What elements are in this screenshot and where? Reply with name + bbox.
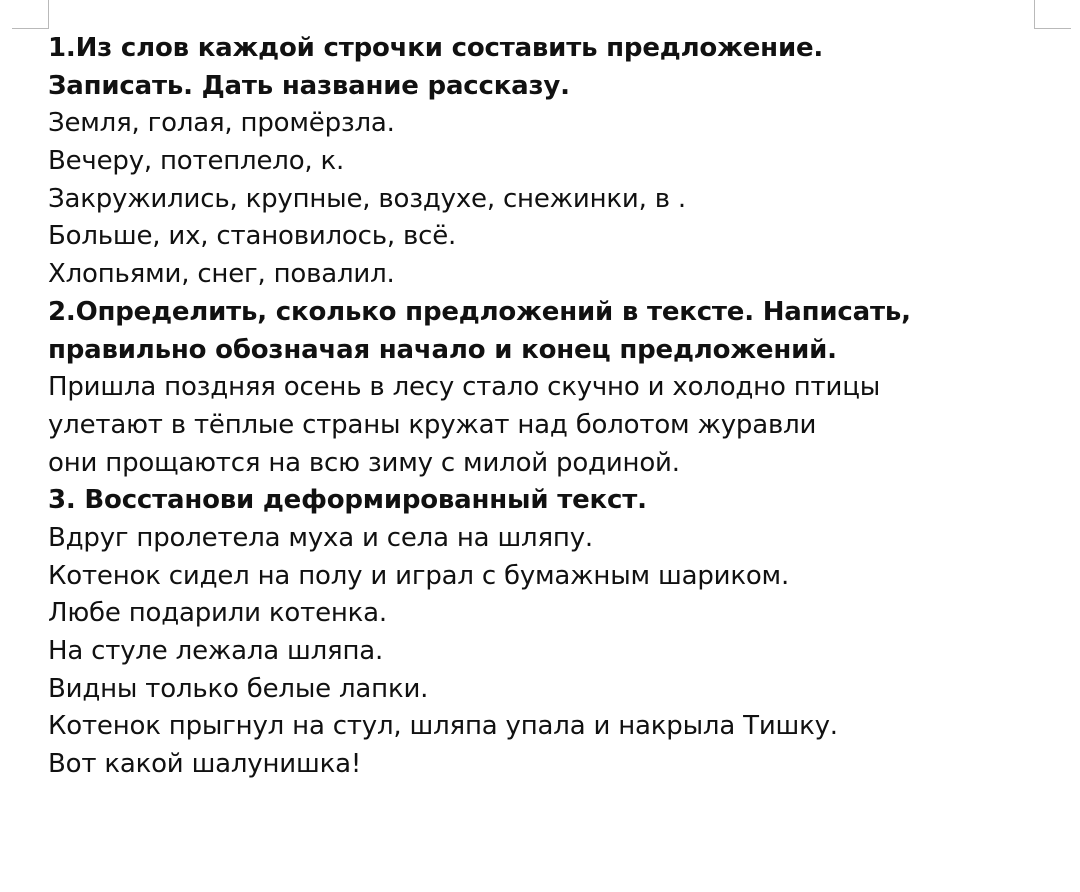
task-3-text-line-6: Котенок прыгнул на стул, шляпа упала и накрыла Тишку. [48, 711, 838, 742]
task-1-words-line-4: Больше, их, становилось, всё. [48, 221, 457, 252]
task-3-text-line-1: Вдруг пролетела муха и села на шляпу. [48, 522, 593, 553]
task-3-text-line-7: Вот какой шалунишка! [48, 749, 362, 780]
page-corner-mark-right [1034, 0, 1071, 29]
document-body [48, 30, 1058, 784]
task-2-text-line-3: они прощаются на всю зиму с милой родиной. [48, 447, 680, 478]
task-1-words-line-1: Земля, голая, промёрзла. [48, 108, 395, 139]
task-3-heading: 3. Восстанови деформированный текст. [48, 485, 647, 516]
task-3-text-line-5: Видны только белые лапки. [48, 673, 429, 704]
task-2-text-line-1: Пришла поздняя осень в лесу стало скучно и холодно птицы [48, 372, 881, 403]
task-1-words-line-3: Закружились, крупные, воздухе, снежинки, в . [48, 183, 686, 214]
task-1-words-line-2: Вечеру, потеплело, к. [48, 146, 345, 177]
task-2-heading-line-2: правильно обозначая начало и конец предложений. [48, 334, 837, 365]
page-corner-mark-left [12, 0, 49, 29]
task-3-text-line-2: Котенок сидел на полу и играл с бумажным шариком. [48, 560, 790, 591]
task-2-text-line-2: улетают в тёплые страны кружат над болотом журавли [48, 409, 817, 440]
task-3-text-line-4: На стуле лежала шляпа. [48, 636, 384, 666]
task-1-heading-line-1: 1.Из слов каждой строчки составить предложение. [48, 33, 824, 63]
task-2-heading-line-1: 2.Определить, сколько предложений в тексте. Написать, [48, 296, 911, 327]
task-1-words-line-5: Хлопьями, снег, повалил. [48, 259, 395, 290]
task-3-text-line-3: Любе подарили котенка. [48, 598, 387, 629]
task-1-heading-line-2: Записать. Дать название рассказу. [48, 70, 570, 101]
